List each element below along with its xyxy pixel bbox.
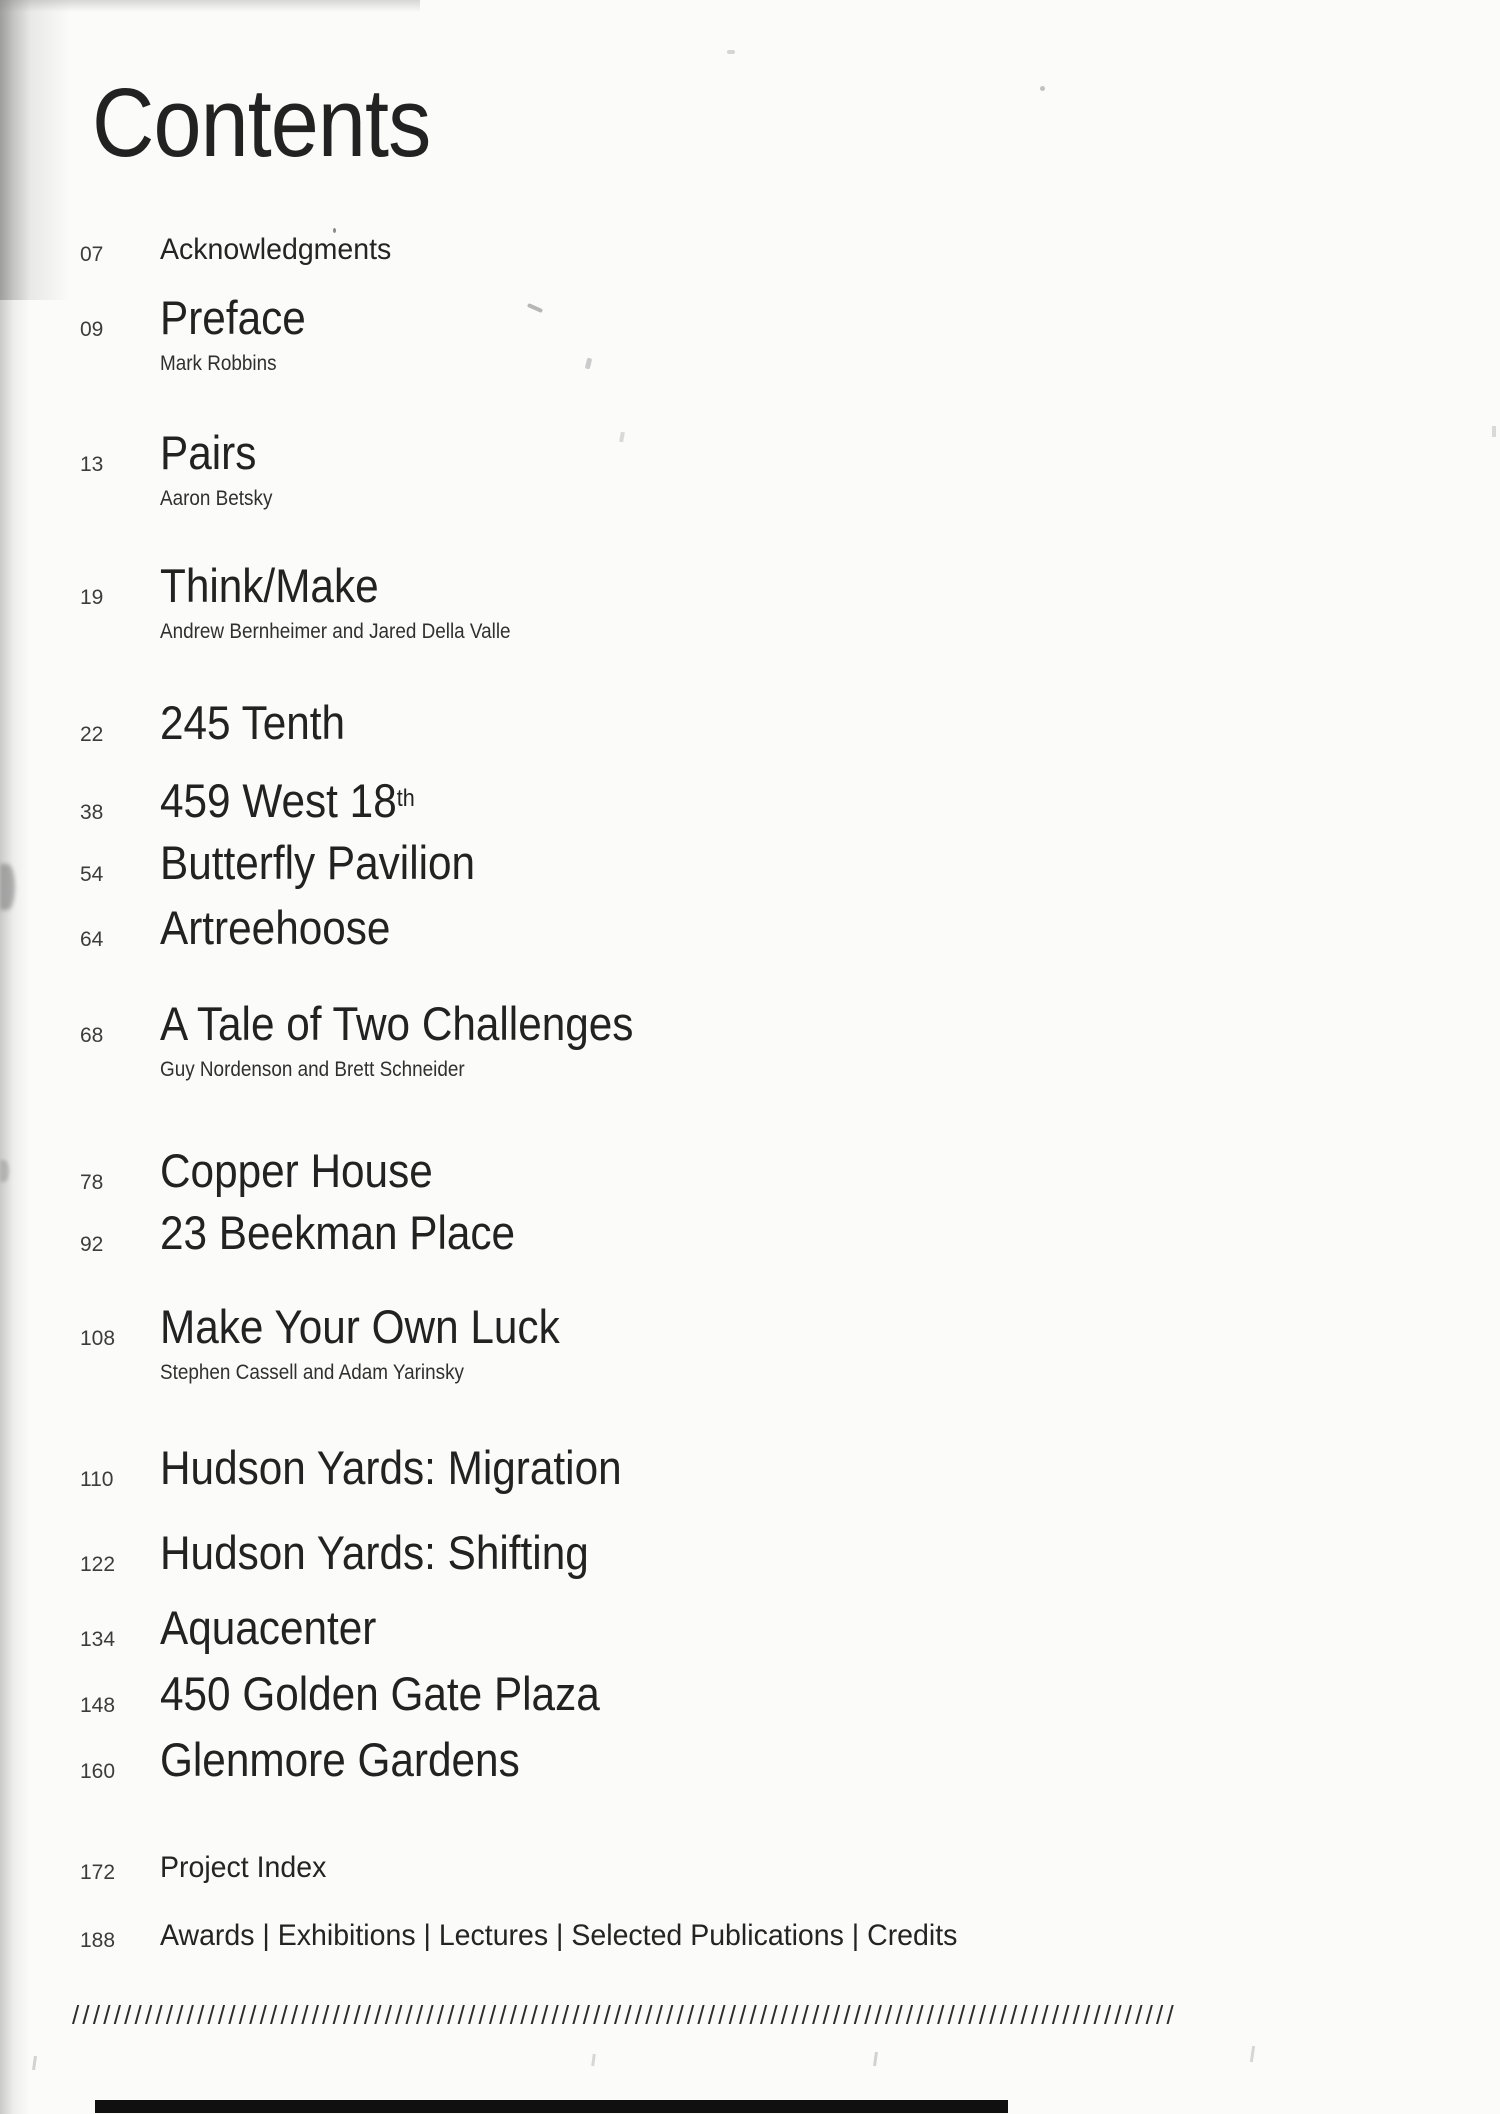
toc-entry-page-number: 108 [80,1327,116,1350]
toc-entry-author: Guy Nordenson and Brett Schneider [160,1058,465,1081]
toc-entry-content [160,1144,463,1197]
toc-entry-title-superscript: th [396,785,415,813]
toc-entry-content [160,1601,400,1654]
toc-entry-page-number: 172 [80,1861,116,1884]
toc-entry-page-number: 122 [80,1553,116,1576]
toc-entry-page-number: 22 [80,723,104,746]
toc-entry-content [160,291,322,375]
toc-entry [80,1300,1460,1384]
scan-speck [1040,86,1045,91]
toc-entry-title: Artreehoose [160,901,391,954]
toc-entry-content [160,426,285,510]
toc-entry [80,836,1460,889]
toc-entry-page-number: 38 [80,801,104,824]
toc-entry-page-number: 13 [80,453,104,476]
toc-entry-page-number: 09 [80,318,104,341]
scan-speck [873,2052,878,2066]
toc-entry-title: Pairs [160,426,257,479]
toc-entry-title: Copper House [160,1144,433,1197]
scan-bottom-bar [95,2100,1008,2113]
toc-entry [80,774,1460,827]
scan-edge-shade-top [0,0,78,300]
toc-entry-page-number: 134 [80,1628,116,1651]
toc-entry-content [160,559,549,643]
toc-entry [80,696,1460,749]
toc-entry-content [160,997,686,1081]
toc-entry [80,559,1460,643]
scan-smudge [0,864,15,910]
scan-speck [32,2056,37,2070]
toc-entry-title: Make Your Own Luck [160,1300,560,1353]
toc-entry-title: Awards | Exhibitions | Lectures | Selected Publications | Credits [160,1919,958,1952]
toc-entry-title: Project Index [160,1851,327,1884]
toc-entry-author: Aaron Betsky [160,487,273,510]
toc-entry-page-number: 19 [80,586,104,609]
toc-entry [80,1206,1460,1259]
toc-entry [80,1853,1460,1883]
toc-entry-title-text: 459 West 18 [160,774,397,827]
page-title-text: Contents [92,68,431,177]
toc-entry-author: Mark Robbins [160,352,277,375]
toc-entry-page-number: 92 [80,1233,104,1256]
toc-entry [80,291,1460,375]
toc-entry-title: 245 Tenth [160,696,346,749]
toc-entry-page-number: 64 [80,928,104,951]
toc-entry-author: Stephen Cassell and Adam Yarinsky [160,1361,464,1384]
page-title [92,68,472,177]
toc-entry-page-number: 148 [80,1694,116,1717]
toc-entry-page-number: 160 [80,1760,116,1783]
scan-speck [1492,426,1496,437]
toc-entry-page-number: 54 [80,863,104,886]
scan-smudge [0,1160,9,1182]
toc-entry-content [160,901,416,954]
toc-entry-content [160,1667,649,1720]
scan-edge-shade-horizontal [0,0,420,12]
toc-entry-title: Glenmore Gardens [160,1733,520,1786]
toc-entry [80,426,1460,510]
toc-entry-title: 23 Beekman Place [160,1206,516,1259]
toc-entry-content [160,235,403,265]
toc-entry-title [160,774,415,827]
toc-entry-content [160,1733,560,1786]
toc-entry-title: Think/Make [160,559,379,612]
toc-entry-title: Hudson Yards: Migration [160,1441,622,1494]
toc-entry-content [160,696,366,749]
toc-entry-title: Preface [160,291,306,344]
toc-entry-content [160,836,510,889]
toc-entry-content [160,774,443,827]
scan-speck [591,2054,596,2066]
toc-entry-page-number: 68 [80,1024,104,1047]
toc-entry-title: Butterfly Pavilion [160,836,476,889]
toc-entry [80,1667,1460,1720]
toc-entry-title: A Tale of Two Challenges [160,997,634,1050]
scan-speck [727,50,735,54]
scan-edge-shade [0,0,30,2114]
toc-entry-title: Aquacenter [160,1601,377,1654]
toc-entry-page-number: 78 [80,1171,104,1194]
toc-entry [80,997,1460,1081]
toc-entry-page-number: 110 [80,1468,114,1491]
toc-entry [80,1733,1460,1786]
toc-entry-content [160,1853,335,1883]
toc-entry-title: Acknowledgments [160,233,392,266]
toc-entry-content [160,1300,604,1384]
toc-entry-page-number: 07 [80,243,104,266]
toc-entry-content [160,1526,636,1579]
toc-entry-title: 450 Golden Gate Plaza [160,1667,600,1720]
hatched-divider: ////////////////////////////////////////////////////////////////////////////////////////////////////////// [72,2000,1177,2030]
toc-entry-page-number: 188 [80,1929,116,1952]
toc-entry [80,1441,1460,1494]
toc-entry-title: Hudson Yards: Shifting [160,1526,589,1579]
toc-entry [80,1601,1460,1654]
toc-entry [80,1144,1460,1197]
toc-entry [80,1921,1460,1951]
toc-entry-content [160,1921,999,1951]
toc-entry-author: Andrew Bernheimer and Jared Della Valle [160,620,511,643]
toc-entry [80,235,1460,265]
toc-entry [80,1526,1460,1579]
toc-entry-content [160,1441,673,1494]
toc-entry [80,901,1460,954]
toc-entry-content [160,1206,555,1259]
scan-speck [1250,2046,1255,2062]
